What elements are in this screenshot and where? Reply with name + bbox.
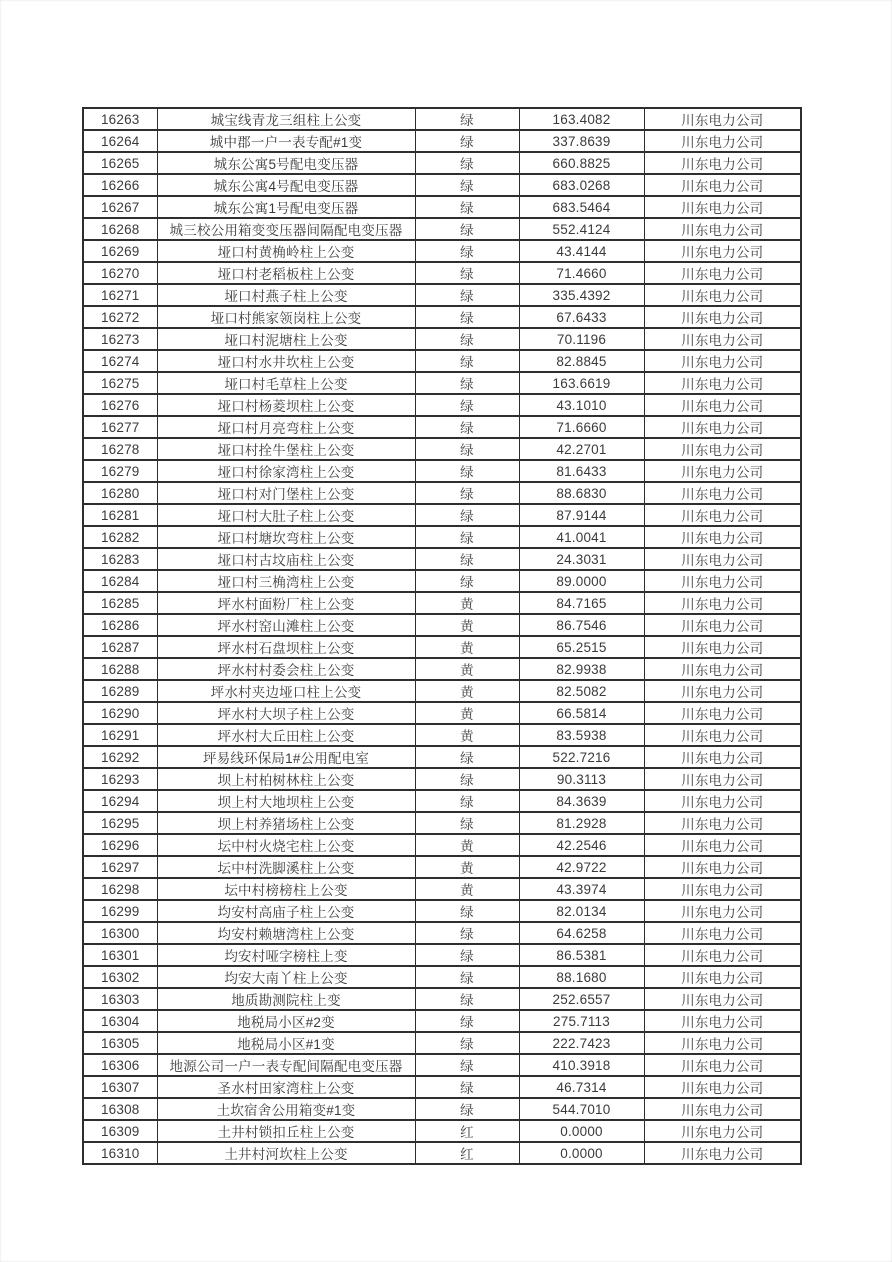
cell-company: 川东电力公司: [644, 460, 801, 482]
cell-company: 川东电力公司: [644, 130, 801, 152]
cell-load-value: 42.9722: [519, 856, 644, 878]
cell-company: 川东电力公司: [644, 922, 801, 944]
cell-company: 川东电力公司: [644, 746, 801, 768]
cell-row-id: 16296: [83, 834, 157, 856]
cell-equipment-name: 垭口村古坟庙柱上公变: [157, 548, 415, 570]
cell-status-flag: 绿: [415, 306, 519, 328]
cell-company: 川东电力公司: [644, 570, 801, 592]
table-row: [83, 636, 801, 658]
cell-company: 川东电力公司: [644, 306, 801, 328]
cell-status-flag: 绿: [415, 900, 519, 922]
cell-equipment-name: 城东公寓4号配电变压器: [157, 174, 415, 196]
cell-company: 川东电力公司: [644, 394, 801, 416]
cell-company: 川东电力公司: [644, 878, 801, 900]
cell-status-flag: 绿: [415, 460, 519, 482]
cell-status-flag: 绿: [415, 218, 519, 240]
cell-status-flag: 绿: [415, 152, 519, 174]
table-row: [83, 702, 801, 724]
cell-load-value: 84.7165: [519, 592, 644, 614]
table-row: [83, 570, 801, 592]
table-row: [83, 328, 801, 350]
cell-status-flag: 绿: [415, 196, 519, 218]
cell-row-id: 16310: [83, 1142, 157, 1164]
cell-equipment-name: 城三校公用箱变变压器间隔配电变压器: [157, 218, 415, 240]
cell-equipment-name: 城东公寓5号配电变压器: [157, 152, 415, 174]
cell-status-flag: 绿: [415, 130, 519, 152]
cell-company: 川东电力公司: [644, 152, 801, 174]
cell-row-id: 16284: [83, 570, 157, 592]
table-row: [83, 372, 801, 394]
cell-row-id: 16301: [83, 944, 157, 966]
cell-load-value: 87.9144: [519, 504, 644, 526]
table-row: [83, 394, 801, 416]
table-row: [83, 504, 801, 526]
cell-equipment-name: 垭口村三桷湾柱上公变: [157, 570, 415, 592]
cell-row-id: 16263: [83, 108, 157, 130]
table-row: [83, 482, 801, 504]
cell-load-value: 88.1680: [519, 966, 644, 988]
cell-status-flag: 绿: [415, 988, 519, 1010]
cell-status-flag: 绿: [415, 548, 519, 570]
cell-equipment-name: 垭口村杨菱坝柱上公变: [157, 394, 415, 416]
cell-status-flag: 黄: [415, 702, 519, 724]
table-row: [83, 174, 801, 196]
cell-row-id: 16275: [83, 372, 157, 394]
cell-company: 川东电力公司: [644, 196, 801, 218]
cell-row-id: 16300: [83, 922, 157, 944]
cell-company: 川东电力公司: [644, 218, 801, 240]
cell-status-flag: 绿: [415, 394, 519, 416]
cell-load-value: 86.7546: [519, 614, 644, 636]
cell-load-value: 660.8825: [519, 152, 644, 174]
cell-row-id: 16294: [83, 790, 157, 812]
cell-load-value: 84.3639: [519, 790, 644, 812]
cell-row-id: 16265: [83, 152, 157, 174]
cell-company: 川东电力公司: [644, 812, 801, 834]
cell-row-id: 16288: [83, 658, 157, 680]
table-row: [83, 460, 801, 482]
cell-status-flag: 绿: [415, 1098, 519, 1120]
cell-status-flag: 绿: [415, 328, 519, 350]
cell-company: 川东电力公司: [644, 504, 801, 526]
cell-row-id: 16293: [83, 768, 157, 790]
cell-load-value: 83.5938: [519, 724, 644, 746]
cell-load-value: 252.6557: [519, 988, 644, 1010]
cell-status-flag: 绿: [415, 526, 519, 548]
cell-row-id: 16270: [83, 262, 157, 284]
cell-status-flag: 绿: [415, 812, 519, 834]
cell-equipment-name: 土井村锁扣丘柱上公变: [157, 1120, 415, 1142]
cell-status-flag: 绿: [415, 482, 519, 504]
cell-row-id: 16289: [83, 680, 157, 702]
cell-equipment-name: 坛中村榜榜柱上公变: [157, 878, 415, 900]
table-row: [83, 1098, 801, 1120]
cell-status-flag: 绿: [415, 438, 519, 460]
cell-company: 川东电力公司: [644, 416, 801, 438]
cell-company: 川东电力公司: [644, 350, 801, 372]
cell-row-id: 16277: [83, 416, 157, 438]
cell-load-value: 683.5464: [519, 196, 644, 218]
cell-company: 川东电力公司: [644, 174, 801, 196]
cell-load-value: 65.2515: [519, 636, 644, 658]
cell-load-value: 275.7113: [519, 1010, 644, 1032]
cell-status-flag: 红: [415, 1142, 519, 1164]
cell-equipment-name: 城宝线青龙三组柱上公变: [157, 108, 415, 130]
cell-status-flag: 绿: [415, 1010, 519, 1032]
cell-row-id: 16292: [83, 746, 157, 768]
cell-equipment-name: 垭口村黄桷岭柱上公变: [157, 240, 415, 262]
cell-status-flag: 绿: [415, 284, 519, 306]
cell-company: 川东电力公司: [644, 900, 801, 922]
cell-equipment-name: 坪水村村委会柱上公变: [157, 658, 415, 680]
cell-row-id: 16281: [83, 504, 157, 526]
cell-row-id: 16266: [83, 174, 157, 196]
cell-row-id: 16298: [83, 878, 157, 900]
cell-company: 川东电力公司: [644, 790, 801, 812]
cell-equipment-name: 垭口村徐家湾柱上公变: [157, 460, 415, 482]
cell-status-flag: 绿: [415, 746, 519, 768]
cell-load-value: 544.7010: [519, 1098, 644, 1120]
table-row: [83, 592, 801, 614]
cell-load-value: 82.8845: [519, 350, 644, 372]
cell-status-flag: 黄: [415, 856, 519, 878]
cell-equipment-name: 垭口村拴牛堡柱上公变: [157, 438, 415, 460]
cell-company: 川东电力公司: [644, 592, 801, 614]
cell-load-value: 64.6258: [519, 922, 644, 944]
cell-load-value: 43.4144: [519, 240, 644, 262]
cell-status-flag: 绿: [415, 372, 519, 394]
cell-load-value: 163.6619: [519, 372, 644, 394]
cell-status-flag: 黄: [415, 680, 519, 702]
cell-status-flag: 绿: [415, 768, 519, 790]
table-row: [83, 680, 801, 702]
cell-company: 川东电力公司: [644, 988, 801, 1010]
cell-row-id: 16286: [83, 614, 157, 636]
cell-load-value: 337.8639: [519, 130, 644, 152]
cell-company: 川东电力公司: [644, 1098, 801, 1120]
table-row: [83, 526, 801, 548]
cell-load-value: 42.2701: [519, 438, 644, 460]
table-row: [83, 878, 801, 900]
cell-load-value: 163.4082: [519, 108, 644, 130]
cell-load-value: 70.1196: [519, 328, 644, 350]
cell-row-id: 16276: [83, 394, 157, 416]
cell-load-value: 81.2928: [519, 812, 644, 834]
cell-equipment-name: 城东公寓1号配电变压器: [157, 196, 415, 218]
cell-company: 川东电力公司: [644, 1142, 801, 1164]
table-row: [83, 1032, 801, 1054]
cell-status-flag: 绿: [415, 1076, 519, 1098]
cell-load-value: 71.4660: [519, 262, 644, 284]
cell-load-value: 335.4392: [519, 284, 644, 306]
cell-company: 川东电力公司: [644, 1054, 801, 1076]
cell-equipment-name: 坪易线环保局1#公用配电室: [157, 746, 415, 768]
cell-load-value: 88.6830: [519, 482, 644, 504]
cell-load-value: 86.5381: [519, 944, 644, 966]
cell-equipment-name: 坛中村火烧宅柱上公变: [157, 834, 415, 856]
cell-row-id: 16308: [83, 1098, 157, 1120]
cell-row-id: 16264: [83, 130, 157, 152]
cell-status-flag: 绿: [415, 262, 519, 284]
table-row: [83, 922, 801, 944]
cell-row-id: 16307: [83, 1076, 157, 1098]
cell-company: 川东电力公司: [644, 636, 801, 658]
cell-row-id: 16299: [83, 900, 157, 922]
cell-load-value: 552.4124: [519, 218, 644, 240]
cell-company: 川东电力公司: [644, 768, 801, 790]
cell-company: 川东电力公司: [644, 724, 801, 746]
cell-equipment-name: 坪水村大坝子柱上公变: [157, 702, 415, 724]
table-row: [83, 1010, 801, 1032]
cell-status-flag: 黄: [415, 878, 519, 900]
cell-equipment-name: 地税局小区#1变: [157, 1032, 415, 1054]
table-row: [83, 1076, 801, 1098]
cell-equipment-name: 坪水村石盘坝柱上公变: [157, 636, 415, 658]
cell-load-value: 81.6433: [519, 460, 644, 482]
cell-equipment-name: 坪水村夹边垭口柱上公变: [157, 680, 415, 702]
cell-row-id: 16297: [83, 856, 157, 878]
cell-row-id: 16302: [83, 966, 157, 988]
cell-company: 川东电力公司: [644, 1120, 801, 1142]
cell-load-value: 67.6433: [519, 306, 644, 328]
cell-equipment-name: 垭口村熊家领岗柱上公变: [157, 306, 415, 328]
table-row: [83, 900, 801, 922]
cell-row-id: 16285: [83, 592, 157, 614]
cell-company: 川东电力公司: [644, 966, 801, 988]
table-row: [83, 196, 801, 218]
cell-company: 川东电力公司: [644, 1032, 801, 1054]
cell-row-id: 16282: [83, 526, 157, 548]
cell-equipment-name: 土坎宿舍公用箱变#1变: [157, 1098, 415, 1120]
cell-load-value: 43.3974: [519, 878, 644, 900]
table-row: [83, 724, 801, 746]
table-row: [83, 812, 801, 834]
cell-equipment-name: 土井村河坎柱上公变: [157, 1142, 415, 1164]
cell-row-id: 16280: [83, 482, 157, 504]
cell-row-id: 16278: [83, 438, 157, 460]
cell-equipment-name: 垭口村泥塘柱上公变: [157, 328, 415, 350]
table-row: [83, 350, 801, 372]
cell-row-id: 16273: [83, 328, 157, 350]
cell-company: 川东电力公司: [644, 856, 801, 878]
cell-status-flag: 绿: [415, 922, 519, 944]
cell-equipment-name: 地税局小区#2变: [157, 1010, 415, 1032]
cell-company: 川东电力公司: [644, 834, 801, 856]
cell-load-value: 82.5082: [519, 680, 644, 702]
table-row: [83, 1054, 801, 1076]
table-row: [83, 614, 801, 636]
table-row: [83, 306, 801, 328]
cell-equipment-name: 坪水村大丘田柱上公变: [157, 724, 415, 746]
cell-load-value: 0.0000: [519, 1142, 644, 1164]
cell-row-id: 16309: [83, 1120, 157, 1142]
cell-load-value: 82.9938: [519, 658, 644, 680]
cell-row-id: 16295: [83, 812, 157, 834]
cell-status-flag: 绿: [415, 1054, 519, 1076]
cell-equipment-name: 垭口村塘坎弯柱上公变: [157, 526, 415, 548]
cell-company: 川东电力公司: [644, 702, 801, 724]
cell-load-value: 42.2546: [519, 834, 644, 856]
cell-company: 川东电力公司: [644, 240, 801, 262]
cell-load-value: 410.3918: [519, 1054, 644, 1076]
cell-load-value: 683.0268: [519, 174, 644, 196]
table-row: [83, 438, 801, 460]
cell-equipment-name: 地源公司一户一表专配间隔配电变压器: [157, 1054, 415, 1076]
cell-status-flag: 红: [415, 1120, 519, 1142]
cell-status-flag: 黄: [415, 834, 519, 856]
cell-company: 川东电力公司: [644, 1076, 801, 1098]
cell-row-id: 16274: [83, 350, 157, 372]
cell-row-id: 16272: [83, 306, 157, 328]
table-row: [83, 966, 801, 988]
table-row: [83, 130, 801, 152]
table-row: [83, 834, 801, 856]
table-row: [83, 108, 801, 130]
cell-company: 川东电力公司: [644, 262, 801, 284]
cell-row-id: 16291: [83, 724, 157, 746]
cell-company: 川东电力公司: [644, 680, 801, 702]
cell-load-value: 66.5814: [519, 702, 644, 724]
cell-equipment-name: 城中郡一户一表专配#1变: [157, 130, 415, 152]
cell-equipment-name: 坪水村面粉厂柱上公变: [157, 592, 415, 614]
table-row: [83, 240, 801, 262]
transformer-load-table: [82, 107, 802, 1165]
cell-equipment-name: 垭口村月亮弯柱上公变: [157, 416, 415, 438]
cell-equipment-name: 垭口村老稻板柱上公变: [157, 262, 415, 284]
cell-status-flag: 黄: [415, 614, 519, 636]
cell-status-flag: 黄: [415, 636, 519, 658]
cell-row-id: 16303: [83, 988, 157, 1010]
cell-status-flag: 绿: [415, 966, 519, 988]
cell-equipment-name: 均安村高庙子柱上公变: [157, 900, 415, 922]
cell-equipment-name: 坝上村柏树林柱上公变: [157, 768, 415, 790]
cell-status-flag: 绿: [415, 1032, 519, 1054]
cell-company: 川东电力公司: [644, 614, 801, 636]
cell-status-flag: 绿: [415, 416, 519, 438]
cell-status-flag: 黄: [415, 724, 519, 746]
cell-load-value: 71.6660: [519, 416, 644, 438]
cell-load-value: 46.7314: [519, 1076, 644, 1098]
table-row: [83, 284, 801, 306]
cell-status-flag: 绿: [415, 174, 519, 196]
cell-status-flag: 绿: [415, 570, 519, 592]
cell-load-value: 41.0041: [519, 526, 644, 548]
cell-company: 川东电力公司: [644, 658, 801, 680]
cell-row-id: 16306: [83, 1054, 157, 1076]
cell-row-id: 16267: [83, 196, 157, 218]
table-row: [83, 262, 801, 284]
cell-status-flag: 绿: [415, 790, 519, 812]
cell-row-id: 16305: [83, 1032, 157, 1054]
cell-equipment-name: 均安村赖塘湾柱上公变: [157, 922, 415, 944]
cell-company: 川东电力公司: [644, 328, 801, 350]
cell-company: 川东电力公司: [644, 944, 801, 966]
cell-company: 川东电力公司: [644, 438, 801, 460]
cell-status-flag: 黄: [415, 658, 519, 680]
cell-row-id: 16279: [83, 460, 157, 482]
table-row: [83, 944, 801, 966]
cell-row-id: 16283: [83, 548, 157, 570]
cell-status-flag: 绿: [415, 240, 519, 262]
cell-equipment-name: 垭口村对门堡柱上公变: [157, 482, 415, 504]
table-row: [83, 1120, 801, 1142]
table-row: [83, 658, 801, 680]
cell-load-value: 89.0000: [519, 570, 644, 592]
cell-status-flag: 绿: [415, 350, 519, 372]
table-row: [83, 988, 801, 1010]
cell-row-id: 16304: [83, 1010, 157, 1032]
cell-row-id: 16290: [83, 702, 157, 724]
cell-equipment-name: 垭口村燕子柱上公变: [157, 284, 415, 306]
cell-load-value: 90.3113: [519, 768, 644, 790]
cell-company: 川东电力公司: [644, 372, 801, 394]
cell-load-value: 43.1010: [519, 394, 644, 416]
cell-equipment-name: 地质勘测院柱上变: [157, 988, 415, 1010]
cell-row-id: 16271: [83, 284, 157, 306]
table-row: [83, 790, 801, 812]
cell-load-value: 522.7216: [519, 746, 644, 768]
table-row: [83, 152, 801, 174]
table-row: [83, 548, 801, 570]
table-row: [83, 416, 801, 438]
cell-status-flag: 绿: [415, 944, 519, 966]
cell-equipment-name: 均安村哑字榜柱上变: [157, 944, 415, 966]
cell-company: 川东电力公司: [644, 1010, 801, 1032]
cell-status-flag: 绿: [415, 108, 519, 130]
table-row: [83, 746, 801, 768]
cell-status-flag: 绿: [415, 504, 519, 526]
cell-equipment-name: 坝上村养猪场柱上公变: [157, 812, 415, 834]
cell-load-value: 24.3031: [519, 548, 644, 570]
cell-company: 川东电力公司: [644, 108, 801, 130]
cell-row-id: 16287: [83, 636, 157, 658]
table-body: [83, 108, 801, 1164]
cell-status-flag: 黄: [415, 592, 519, 614]
cell-equipment-name: 垭口村毛草柱上公变: [157, 372, 415, 394]
cell-equipment-name: 坛中村洗脚溪柱上公变: [157, 856, 415, 878]
cell-company: 川东电力公司: [644, 284, 801, 306]
cell-equipment-name: 垭口村水井坎柱上公变: [157, 350, 415, 372]
cell-equipment-name: 垭口村大肚子柱上公变: [157, 504, 415, 526]
cell-company: 川东电力公司: [644, 548, 801, 570]
cell-equipment-name: 圣水村田家湾柱上公变: [157, 1076, 415, 1098]
table-row: [83, 768, 801, 790]
cell-company: 川东电力公司: [644, 526, 801, 548]
cell-equipment-name: 坝上村大地坝柱上公变: [157, 790, 415, 812]
cell-load-value: 222.7423: [519, 1032, 644, 1054]
cell-equipment-name: 均安大南丫柱上公变: [157, 966, 415, 988]
table-row: [83, 1142, 801, 1164]
cell-load-value: 82.0134: [519, 900, 644, 922]
table-row: [83, 218, 801, 240]
cell-row-id: 16269: [83, 240, 157, 262]
table-row: [83, 856, 801, 878]
cell-equipment-name: 坪水村窑山滩柱上公变: [157, 614, 415, 636]
cell-company: 川东电力公司: [644, 482, 801, 504]
cell-row-id: 16268: [83, 218, 157, 240]
cell-load-value: 0.0000: [519, 1120, 644, 1142]
